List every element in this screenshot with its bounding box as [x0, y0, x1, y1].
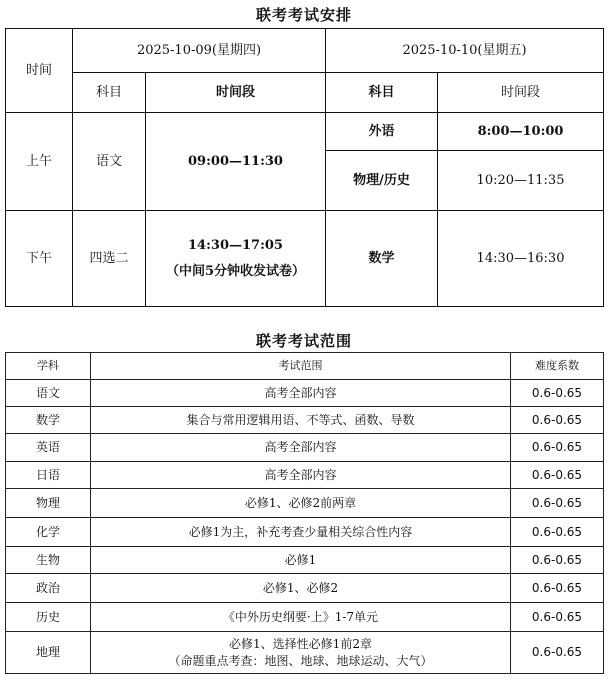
day1-afternoon-subject: 四选二	[73, 211, 146, 307]
day1-subject-header: 科目	[73, 73, 146, 113]
table-row	[6, 547, 604, 574]
row-range: 高考全部内容	[91, 434, 511, 462]
day1-afternoon-time: 14:30—17:05	[188, 237, 283, 253]
table-row	[6, 380, 604, 407]
row-range: 必修1、选择性必修1前2章	[229, 637, 372, 652]
row-difficulty: 0.6-0.65	[511, 574, 604, 603]
row-difficulty: 0.6-0.65	[511, 518, 604, 547]
day2-morning-time-2: 10:20—11:35	[438, 151, 604, 211]
row-subject: 历史	[6, 603, 91, 632]
table-row	[6, 603, 604, 632]
table-row	[6, 632, 604, 674]
row-difficulty: 0.6-0.65	[511, 603, 604, 632]
row-subject: 语文	[6, 380, 91, 407]
time-header: 时间	[6, 29, 73, 113]
row-difficulty: 0.6-0.65	[511, 407, 604, 434]
row-difficulty: 0.6-0.65	[511, 489, 604, 518]
table-row	[6, 489, 604, 518]
row-range-cell	[91, 632, 511, 674]
row-range: 必修1为主，补充考查少量相关综合性内容	[91, 518, 511, 547]
row-difficulty: 0.6-0.65	[511, 380, 604, 407]
row-subject: 英语	[6, 434, 91, 462]
day2-morning-time-1: 8:00—10:00	[438, 113, 604, 151]
row-subject: 地理	[6, 632, 91, 674]
day1-morning-time: 09:00—11:30	[146, 113, 326, 211]
day2-afternoon-subject: 数学	[326, 211, 438, 307]
day1-morning-subject: 语文	[73, 113, 146, 211]
row-subject: 化学	[6, 518, 91, 547]
row-range-note: （命题重点考查：地图、地球、地球运动、大气）	[168, 653, 433, 668]
table-row	[6, 574, 604, 603]
row-difficulty: 0.6-0.65	[511, 434, 604, 462]
row-subject: 数学	[6, 407, 91, 434]
row-subject: 政治	[6, 574, 91, 603]
schedule-title: 联考考试安排	[255, 6, 352, 24]
row-subject: 日语	[6, 462, 91, 489]
schedule-table	[5, 28, 604, 307]
row-range: 集合与常用逻辑用语、不等式、函数、导数	[91, 407, 511, 434]
day2-morning-subject-2: 物理/历史	[326, 151, 438, 211]
row-difficulty: 0.6-0.65	[511, 547, 604, 574]
day2-date: 2025-10-10(星期五)	[326, 29, 604, 73]
scope-table	[5, 352, 604, 674]
day2-subject-header: 科目	[326, 73, 438, 113]
day1-date: 2025-10-09(星期四)	[73, 29, 326, 73]
row-range: 必修1、必修2前两章	[91, 489, 511, 518]
row-range: 高考全部内容	[91, 380, 511, 407]
scope-header-range: 考试范围	[91, 353, 511, 380]
table-row	[6, 407, 604, 434]
scope-header-difficulty: 难度系数	[511, 353, 604, 380]
row-range: 《中外历史纲要·上》1-7单元	[91, 603, 511, 632]
row-range: 必修1	[91, 547, 511, 574]
day1-afternoon-note: （中间5分钟收发试卷）	[165, 263, 306, 279]
scope-title: 联考考试范围	[255, 332, 352, 350]
table-row	[6, 518, 604, 547]
day1-afternoon-cell	[146, 211, 326, 307]
scope-header-subject: 学科	[6, 353, 91, 380]
morning-label: 上午	[6, 113, 73, 211]
row-subject: 物理	[6, 489, 91, 518]
table-row	[6, 462, 604, 489]
row-range: 高考全部内容	[91, 462, 511, 489]
row-subject: 生物	[6, 547, 91, 574]
day1-period-header: 时间段	[146, 73, 326, 113]
table-row	[6, 434, 604, 462]
day2-morning-subject-1: 外语	[326, 113, 438, 151]
row-difficulty: 0.6-0.65	[511, 462, 604, 489]
row-range: 必修1、必修2	[91, 574, 511, 603]
day2-period-header: 时间段	[438, 73, 604, 113]
afternoon-label: 下午	[6, 211, 73, 307]
day2-afternoon-time: 14:30—16:30	[438, 211, 604, 307]
row-difficulty: 0.6-0.65	[511, 632, 604, 674]
